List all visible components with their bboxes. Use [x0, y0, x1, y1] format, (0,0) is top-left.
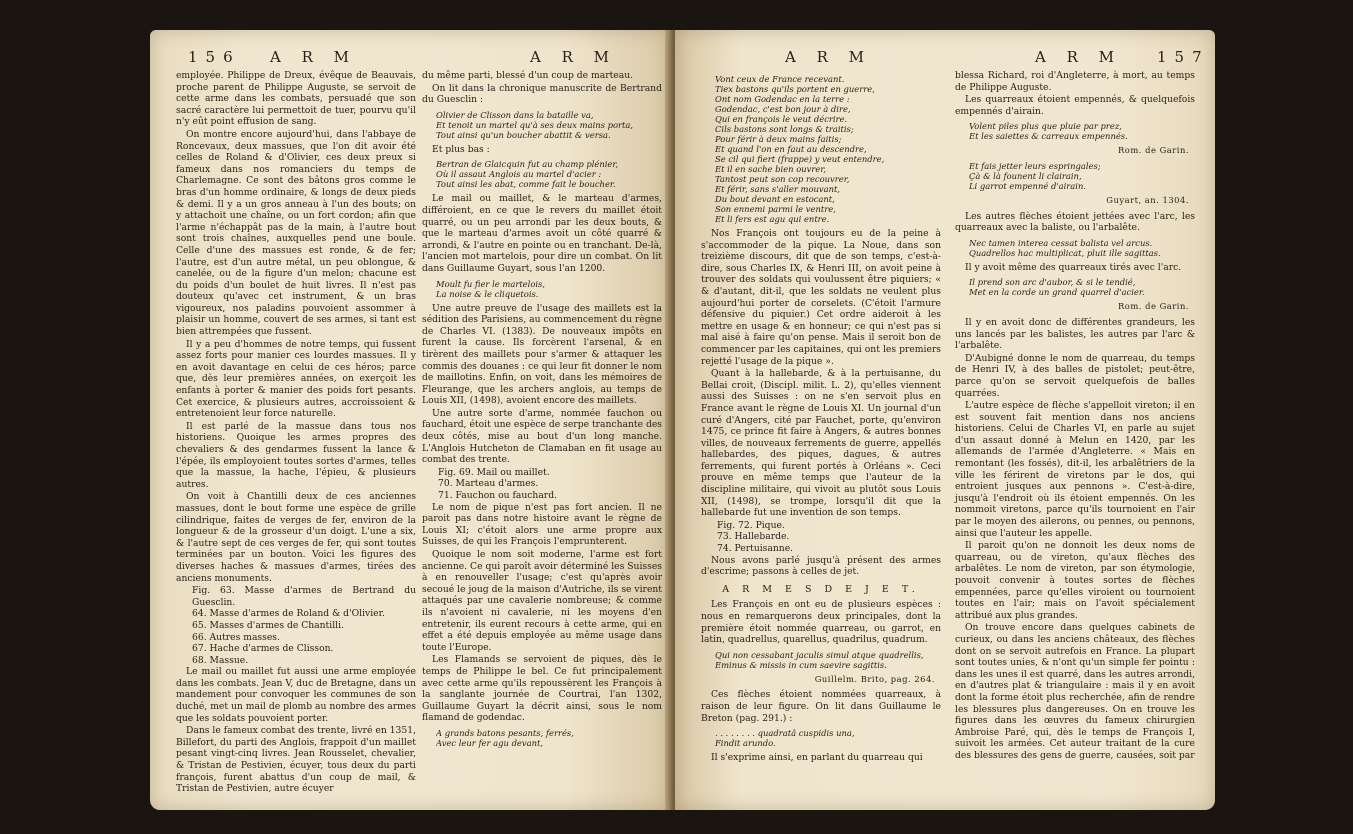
verse-line: Et férir, sans s'aller mouvant, [715, 184, 841, 194]
right-page [675, 30, 1215, 810]
citation: Rom. de Garin. [1117, 301, 1189, 312]
paragraph: Les François en ont eu de plusieurs espèces : nous en remarquerons deux principales, dont la première étoit nommée quarreau, ou garrot, en latin, quadrellus, quarellus, quadrilus, quadrum. [701, 599, 941, 646]
section-heading: A R M E S D E J E T. [722, 583, 920, 595]
citation: Guyart, an. 1304. [1106, 194, 1189, 205]
verse-line: Avec leur fer agu devant, [436, 737, 544, 748]
figure-caption: 68. Massue. [192, 654, 249, 666]
verse-quote [969, 277, 1195, 297]
verse-line: Çà & là founent li clairain, [969, 170, 1082, 181]
paragraph: Nous avons parlé jusqu'à présent des armes d'escrime; passons à celles de jet. [701, 554, 941, 578]
verse-line: Li garrot empenné d'airain. [969, 180, 1087, 191]
verse-quote [969, 121, 1195, 141]
verse-quote [436, 728, 662, 748]
figure-caption: 73. Hallebarde. [717, 531, 790, 543]
paragraph: Le nom de pique n'est pas fort ancien. Il ne paroit pas dans notre histoire avant le règne de Louis XI; c'étoit alors une arme propre aux Suisses, de qui les François l'emprunterent. [422, 501, 662, 548]
verse-line: Se cil qui fiert (frappe) y veut entendre, [715, 154, 885, 164]
citation: Rom. de Garin. [1117, 145, 1189, 156]
paragraph: Ces flèches étoient nommées quarreaux, à raison de leur figure. On lit dans Guillaume le Breton (pag. 291.) : [701, 689, 941, 724]
figure-caption: 65. Masses d'armes de Chantilli. [192, 619, 344, 631]
paragraph: Quoique le nom soit moderne, l'arme est fort ancienne. Ce qui paroît avoir déterminé les Suisses à en renouveller l'usage; c'est qu'après avoir secoué le joug de la maison d'Autriche, ils se virent attaqués par une cavalerie nombreuse; & comme ils n'avoient ni cavalerie, ni les moyens d'en entretenir, ils eurent recours à cette arme, qui en effet a été depuis employée au même usage dans toute l'Europe. [422, 549, 662, 653]
verse-quote [436, 159, 662, 189]
verse-quote [715, 650, 941, 670]
verse-line: Et il en sache bien ouvrer, [715, 164, 827, 174]
verse-line: Tout ainsi qu'un boucher abattit & versa. [436, 129, 611, 140]
verse-line: Ont nom Godendac en la terre : [715, 94, 850, 104]
verse-quote [969, 161, 1195, 191]
verse-quote [436, 110, 662, 140]
paragraph: Dans le fameux combat des trente, livré en 1351, Billefort, du parti des Anglois, frappoit d'un maillet pesant vingt-cinq livres. Jean Rousselet, chevalier, & Tristan de Pestivien, écuyer, tous deux du parti françois, furent abattus d'un coup de mail, & Tristan de Pestivien, autre écuyer [176, 725, 416, 795]
verse-line: Et li fers est agu qui entre. [715, 214, 830, 224]
paragraph: Une autre sorte d'arme, nommée fauchon ou fauchard, étoit une espèce de serpe tranchante des deux côtés, mise au bout d'un long manche. L'Anglois Hutcheton de Clamaban en fit usage au combat des trente. [422, 407, 662, 466]
paragraph: Il est parlé de la massue dans tous nos historiens. Quoique les armes propres des chevaliers & des gendarmes fussent la lance & l'épée, ils employoient toutes sortes d'armes, telles que la massue, la hache, l'épieu, & plusieurs autres. [176, 420, 416, 490]
figure-caption: 67. Hache d'armes de Clisson. [192, 643, 334, 655]
left-page [150, 30, 670, 810]
verse-line: Findit arundo. [715, 738, 776, 749]
open-book [150, 30, 1210, 820]
figure-caption: 66. Autres masses. [192, 631, 280, 643]
paragraph: Les quarreaux étoient empennés, & quelquefois empennés d'airain. [955, 94, 1195, 117]
verse-line: Et quand l'on en faut au descendre, [715, 144, 867, 154]
figure-caption: 70. Marteau d'armes. [438, 478, 539, 490]
paragraph: Il y a peu d'hommes de notre temps, qui fussent assez forts pour manier ces lourdes massues. Il y en avoit davantage en celui de ces héros; parce que, dès leur premières années, on exerçoit les enfants à porter & manier des poids fort pesants. Cet exercice, & plusieurs autres, accroissoient & entretenoient leur force naturelle. [176, 338, 416, 420]
paragraph: L'autre espèce de flèche s'appelloit vireton; il en est souvent fait mention dans nos anciens historiens. Celui de Charles VI, en parle au sujet d'un assaut donné à Melun en 1420, par les allemands de l'armée d'Angleterre. « Mais en remontant (les fossés), dit-il, les arbalêtriers de la ville les férirent de viretons par le dos, qui entroient jusques aux pennons ». C'est-à-dire, jusqu'à l'endroit où ils étoient empennés. On les nommoit viretons, parce qu'ils tournoient en l'air par le moyen des ailerons, ou pennes, ou pennons, ainsi que l'auteur les appelle. [955, 400, 1195, 539]
paragraph: Le mail ou maillet fut aussi une arme employée dans les combats. Jean V, duc de Bretagne, dans un mandement pour convoquer les communes de son duché, met un mail de plomb au nombre des armes que les soldats pouvoient porter. [176, 666, 416, 724]
verse-line: Nec tamen interea cessat balista vel arcus. [969, 237, 1153, 248]
paragraph: Une autre preuve de l'usage des maillets est la sédition des Parisiens, au commencement du règne de Charles VI. (1383). De nouveaux impôts en furent la cause. Ils forcèrent l'arsenal, & en tirèrent des maillets pour s'armer & attaquer les commis des douanes : ce qui leur fit donner le nom de maillotins. Enfin, on voit, dans les mémoires de Fleurange, que les archers anglois, au temps de Louis XII, (1498), avoient encore des maillets. [422, 302, 662, 407]
verse-line: Qui en françois le veut décrire. [715, 114, 848, 124]
paragraph: du même parti, blessé d'un coup de marteau. [422, 70, 634, 81]
paragraph: Le mail ou maillet, & le marteau d'armes, différoient, en ce que le revers du maillet étoit quarré, ou un peu arrondi par les deux bouts, & que le marteau d'armes avoit un côté quarré & arrondi, & l'autre en pointe ou en tranchant. De-là, l'ancien mot martelois, pour dire un combat. On lit dans Guillaume Guyart, sous l'an 1200. [422, 193, 662, 274]
figure-list [192, 585, 416, 666]
column-2 [422, 70, 662, 752]
verse-line: Volent piles plus que pluie par prez, [969, 121, 1122, 132]
paragraph: Quant à la hallebarde, & à la pertuisanne, du Bellai croit, (Discipl. milit. L. 2), qu'elles viennent aussi des Suisses : on ne s'en servoit plus en France avant le règne de Louis XI. Un journal d'un curé d'Angers, cité par Fauchet, porte, qu'environ 1475, ce prince fit faire à Angers, & autres bonnes villes, de nouveaux ferrements de guerre, appellés hallebardes, des piques, dagues, & autres ferrements, qui furent portés à Orléans ». Ceci prouve en même temps que l'auteur de la discipline militaire, qui vivoit au plutôt sous Louis XII, (1498), se trompe, lorsqu'il dit que la hallebarde fut une invention de son temps. [701, 368, 941, 519]
verse-line: . . . . . . . . quadratâ cuspidis una, [715, 728, 855, 739]
paragraph: blessa Richard, roi d'Angleterre, à mort, au temps de Philippe Auguste. [955, 70, 1195, 93]
verse-line: Où il assaut Anglois au martel d'acier : [436, 169, 602, 180]
verse-quote [969, 238, 1195, 258]
verse-quote [715, 728, 941, 748]
paragraph: employée. Philippe de Dreux, évêque de Beauvais, proche parent de Philippe Auguste, se servoit de cette arme dans les combats, persuadé que son sacré caractère lui permettoit de tuer, pourvu qu'il n'y eût point effusion de sang. [176, 70, 416, 128]
figure-caption: Fig. 72. Pique. [717, 519, 785, 531]
verse-line: La noise & le cliquetois. [436, 288, 539, 299]
paragraph: Les Flamands se servoient de piques, dès le temps de Philippe le bel. Ce fut principalement avec cette arme qu'ils repoussèrent les François à la sanglante journée de Courtrai, l'an 1302, Guillaume Guyart la décrit ainsi, sous le nom flamand de godendac. [422, 654, 662, 724]
paragraph: Il s'exprime ainsi, en parlant du quarreau qui [711, 752, 923, 764]
verse-line: Met en la corde un grand quarrel d'acier. [969, 287, 1145, 298]
column-1 [176, 70, 416, 796]
verse-line: Olivier de Clisson dans la bataille va, [436, 109, 594, 120]
page-number: 156 [188, 48, 241, 66]
figure-caption: 64. Masse d'armes de Roland & d'Olivier. [192, 608, 385, 620]
figure-list [717, 520, 941, 555]
verse-line: Et tenoit un martel qu'à ses deux mains porta, [436, 119, 634, 130]
paragraph: Les autres flèches étoient jettées avec l'arc, les quarreaux avec la baliste, ou l'arbalête. [955, 210, 1195, 234]
verse-line: Et fais jetter leurs espringales; [969, 160, 1101, 171]
page-number: 157 [1157, 48, 1210, 66]
paragraph: Il paroit qu'on ne donnoit les deux noms de quarreau, ou de vireton, qu'aux flèches des arbalêtes. Le nom de vireton, par son étymologie, pouvoit convenir à toutes sortes de flèches empennées, parce qu'elles viroient ou tournoient toutes en l'air; mais on l'avoit spécialement attribué aux plus grandes. [955, 540, 1195, 621]
column-1 [701, 70, 941, 765]
verse-line: Tiex bastons qu'ils portent en guerre, [715, 84, 875, 94]
verse-quote [436, 279, 662, 299]
paragraph: Il y en avoit donc de différentes grandeurs, les uns lancés par les balistes, les autres par l'arc & l'arbalête. [955, 316, 1195, 352]
verse-line: Il prend son arc d'aubor, & si le tendié, [969, 277, 1136, 288]
verse-line: Moult fu fier le martelois, [436, 278, 545, 289]
verse-line: Qui non cessabant jaculis simul atque quadrellis, [715, 649, 924, 660]
figure-caption: 71. Fauchon ou fauchard. [438, 490, 558, 502]
paragraph: D'Aubigné donne le nom de quarreau, du temps de Henri IV, à des balles de pistolet; peut-être, parce qu'on se servoit quelquefois de balles quarrées. [955, 352, 1195, 399]
verse-line: Son ennemi parmi le ventre, [715, 204, 836, 214]
verse-line: Eminus & missis in cum saevire sagittis. [715, 659, 887, 670]
paragraph: On lit dans la chronique manuscrite de Bertrand du Guesclin : [422, 82, 662, 106]
paragraph: On montre encore aujourd'hui, dans l'abbaye de Roncevaux, deux massues, que l'on dit avoir été celles de Roland & d'Olivier, ces deux preux si fameux dans nos romanciers du temps de Charlemagne. Ce sont des bâtons gros comme le bras d'un homme ordinaire, & longs de deux pieds & demi. Il y a un gros anneau à l'un des bouts; on y attachoit une chaîne, ou un fort cordon; afin que l'arme n'échappât pas de la main, à l'autre bout sont trois chaînes, auxquelles pend une boule. Celle d'une des massues est ronde, & de fer; l'autre, est d'un autre métal, un peu oblongue, & canelée, ou de la figure d'un melon; chacune est du poids d'un boulet de huit livres. Il n'est pas douteux qu'avec cet instrument, & un bras vigoureux, nos paladins pouvoient assommer à plaisir un homme, couvert de ses armes, si tant est bien attrempées que fussent. [176, 128, 416, 338]
running-head: A R M [785, 48, 873, 66]
verse-line: Godendac, c'est bon jour à dire, [715, 104, 851, 114]
figure-caption: Fig. 63. Masse d'armes de Bertrand du Guesclin. [192, 585, 416, 608]
paragraph: On voit à Chantilli deux de ces anciennes massues, dont le bout forme une espèce de grille cilindrique, faites de verges de fer, environ de la longueur & de la grosseur d'un doigt. L'une a six, & l'autre sept de ces verges de fer, qui sont toutes terminées par un bouton. Voici les figures des diverses haches & massues d'armes, tirées des anciens monuments. [176, 491, 416, 584]
verse-line: A grands batons pesants, ferrés, [436, 727, 574, 738]
running-head: A R M [1035, 48, 1123, 66]
verse-line: Vont ceux de France recevant. [715, 74, 845, 84]
verse-quote [715, 74, 941, 224]
verse-line: Cils bastons sont longs & traitis; [715, 124, 854, 134]
verse-line: Du bout devant en estocant, [715, 194, 835, 204]
verse-line: Bertran de Glaicquin fut au champ plénier, [436, 159, 619, 170]
verse-line: Pour férir à deux mains faitis; [715, 134, 842, 144]
paragraph: Nos François ont toujours eu de la peine à s'accommoder de la pique. La Noue, dans son treizième discours, dit que de son temps, c'est-à-dire, sous Charles IX, & Henri III, on avoit peine à trouver des soldats qui voulussent être piquiers; « & d'autant, dit-il, que les soldats ne veulent plus aujourd'hui porter de corselets. (C'étoit l'armure défensive du piquier.) Cet ordre aideroit à les mettre en usage & en honneur; ce qui n'est pas si mal aisé à faire qu'on pense. Mais il seroit bon de commencer par les capitaines, qui ont les premiers rejetté l'usage de la pique ». [701, 228, 941, 367]
verse-line: Quadrellos hac multiplicat, pluit ille sagittas. [969, 247, 1161, 258]
figure-caption: 74. Pertuisanne. [717, 543, 794, 555]
running-head: A R M [530, 48, 618, 66]
running-head: A R M [270, 48, 358, 66]
verse-line: Et les saiettes & carreaux empennés. [969, 131, 1128, 142]
paragraph: Et plus bas : [432, 143, 490, 155]
paragraph: On trouve encore dans quelques cabinets de curieux, ou dans les anciens châteaux, des flèches dont on se servoit autrefois en France. La plupart sont toutes unies, & n'ont qu'un simple fer pointu : dans les unes il est quarré, dans les autres arrondi, en d'autres plat & triangulaire : mais il y en avoit dont la forme étoit plus recherchée, afin de rendre les blessures plus dangereuses. On en trouve les figures dans les œuvres du fameux chirurgien Ambroise Paré, qui, dès le temps de François I, suivoit les armées. Cet auteur traitant de la cure des blessures des gens de guerre, causées, soit par [955, 622, 1195, 761]
paragraph: Il y avoit même des quarreaux tirés avec l'arc. [965, 261, 1182, 273]
figure-list [438, 467, 662, 502]
figure-caption: Fig. 69. Mail ou maillet. [438, 466, 550, 478]
verse-line: Tantost peut son cop recouvrer, [715, 174, 850, 184]
verse-line: Tout ainsi les abat, comme fait le boucher. [436, 179, 616, 190]
column-2 [955, 70, 1195, 763]
citation: Guillelm. Brito, pag. 264. [814, 673, 935, 684]
